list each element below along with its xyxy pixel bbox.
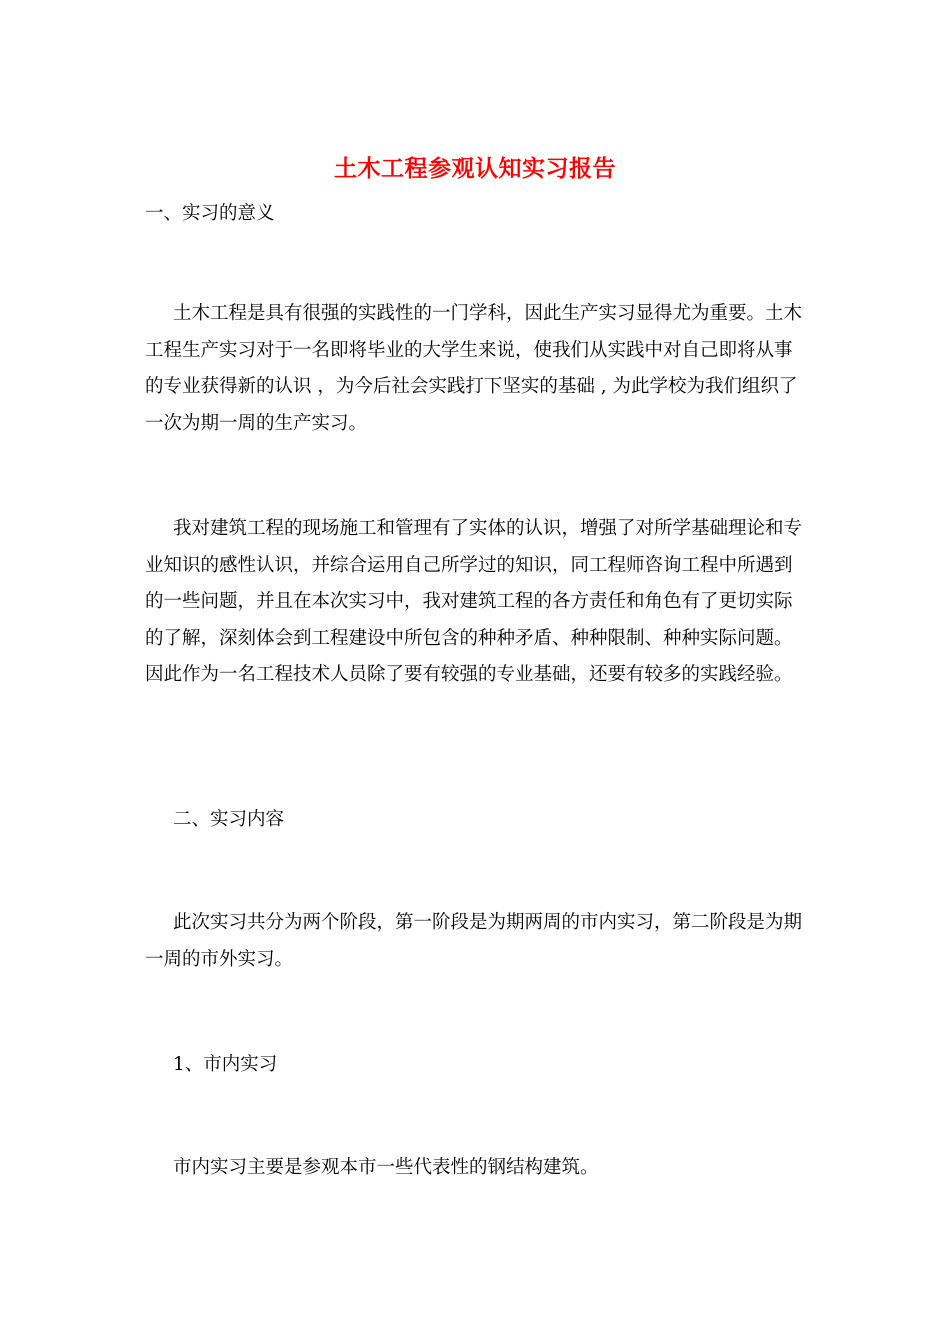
document-title: 土木工程参观认知实习报告	[334, 155, 616, 182]
paragraph-significance: 土木工程是具有很强的实践性的一门学科，因此生产实习显得尤为重要。土木工程生产实习对于一名即将毕业的大学生来说，使我们从实践中对自己即将从事的专业获得新的认识 ，为今后社会实践打下坚实的基础 , 为此学校为我们组织了一次为期一周的生产实习。	[145, 303, 803, 434]
subsection-heading-city-internship: 1、市内实习	[173, 1054, 278, 1075]
paragraph-stages: 此次实习共分为两个阶段，第一阶段是为期两周的市内实习，第二阶段是为期一周的市外实习。	[145, 912, 803, 970]
paragraph-city-internship: 市内实习主要是参观本市一些代表性的钢结构建筑。	[173, 1157, 599, 1178]
section-heading-content: 二、实习内容	[173, 809, 285, 830]
section-heading-significance: 一、实习的意义	[145, 203, 275, 224]
paragraph-understanding: 我对建筑工程的现场施工和管理有了实体的认识，增强了对所学基础理论和专业知识的感性认识，并综合运用自己所学过的知识，同工程师咨询工程中所遇到的一些问题，并且在本次实习中，我对建筑工程的各方责任和角色有了更切实际的了解，深刻体会到工程建设中所包含的种种矛盾、种种限制、种种实际问题。因此作为一名工程技术人员除了要有较强的专业基础，还要有较多的实践经验。	[145, 518, 803, 686]
